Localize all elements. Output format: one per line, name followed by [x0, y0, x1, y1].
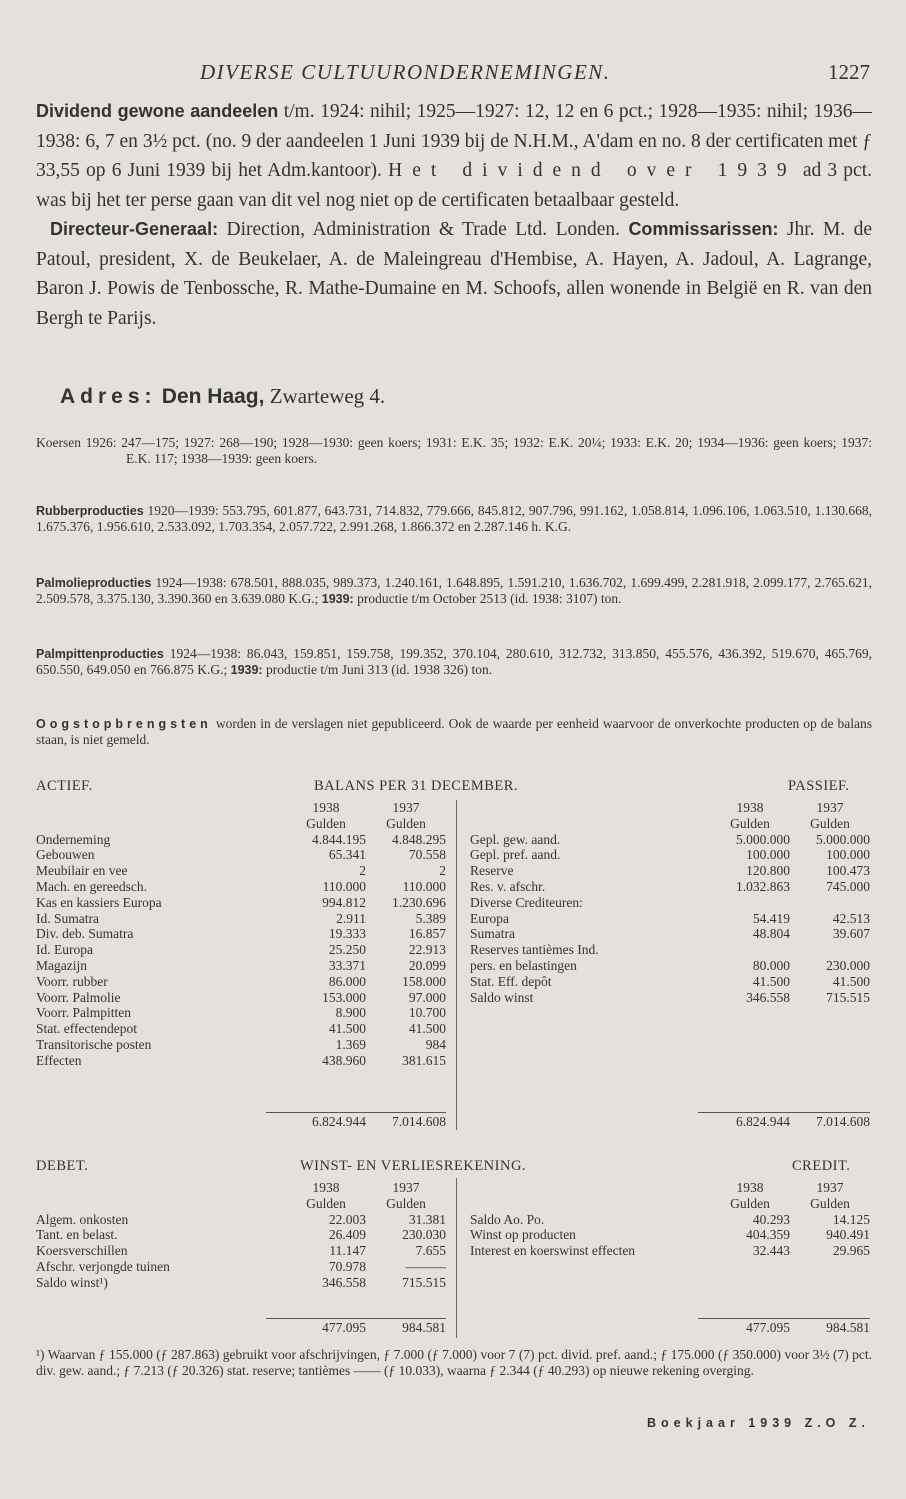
actief-total-rule — [266, 1112, 446, 1113]
debet-label: Saldo winst¹) — [36, 1274, 108, 1290]
address-city: Den Haag, — [161, 385, 265, 408]
actief-row — [36, 974, 446, 990]
credit-value-1938: 40.293 — [752, 1211, 790, 1227]
passief-unit-1937: Gulden — [810, 815, 850, 831]
passief-label: Saldo winst — [470, 989, 534, 1005]
passief-row — [470, 895, 870, 911]
actief-label: Mach. en gereedsch. — [36, 878, 147, 894]
running-title: DIVERSE CULTUURONDERNEMINGEN. — [200, 60, 611, 84]
actief-value-1938: 86.000 — [328, 973, 366, 989]
palmolie-text: 1924—1938: 678.501, 888.035, 989.373, 1.240.161, 1.648.895, 1.591.210, 1.636.702, 1.699.499, 2.281.918, 2.099.177, 2.765.621, 2.509.578, 3.375.130, 3.390.360 en 3.639.080 K.G.; — [36, 575, 872, 606]
passief-row — [470, 847, 870, 863]
passief-row — [470, 863, 870, 879]
actief-total — [36, 1114, 446, 1130]
rubber-text: 1920—1939: 553.795, 601.877, 643.731, 714.832, 779.666, 845.812, 907.796, 991.162, 1.058.814, 1.096.106, 1.063.510, 1.130.668, 1.675.376, 1.956.610, 2.533.092, 1.703.354, 2.057.722, 2.991.268, 1.866.372 en 2.287.146 h. K.G. — [36, 503, 872, 534]
credit-total-1938: 477.095 — [746, 1320, 790, 1335]
debet-value-1937: 7.655 — [415, 1243, 446, 1259]
oogst-label: Oogstopbrengsten — [36, 717, 212, 731]
passief-label: Gepl. pref. aand. — [470, 847, 561, 863]
passief-value-1938: 48.804 — [752, 926, 790, 942]
passief-value-1937: 41.500 — [832, 973, 870, 989]
dividend-spaced-text: Het dividend over 1939 — [388, 160, 797, 181]
passief-year-1937: 1937 — [816, 800, 844, 815]
management-paragraph — [36, 215, 872, 333]
passief-row — [470, 942, 870, 958]
actief-row — [36, 911, 446, 927]
dividend-text-2: ad 3 pct. was bij het ter perse gaan van dit vel nog niet op de certificaten betaalbaar gesteld. — [36, 160, 873, 211]
actief-value-1938: 4.844.195 — [312, 831, 366, 847]
credit-year-1938: 1938 — [736, 1180, 764, 1195]
actief-row — [36, 879, 446, 895]
actief-row — [36, 895, 446, 911]
actief-value-1938: 153.000 — [322, 989, 366, 1005]
passief-value-1937: 230.000 — [826, 957, 870, 973]
debet-total-1938: 477.095 — [322, 1320, 366, 1335]
actief-value-1938: 65.341 — [328, 847, 366, 863]
actief-unit-1938: Gulden — [306, 815, 346, 831]
actief-value-1937: 110.000 — [402, 878, 446, 894]
actief-label: Meubilair en vee — [36, 863, 128, 879]
palmpitten-paragraph — [36, 646, 872, 678]
closing-line: Boekjaar 1939 Z.O Z. — [647, 1416, 870, 1430]
passief-unit-1938: Gulden — [730, 815, 770, 831]
actief-label: Kas en kassiers Europa — [36, 894, 162, 910]
actief-total-1938: 6.824.944 — [312, 1114, 366, 1129]
actief-value-1938: 2 — [359, 863, 366, 879]
passief-value-1938: 346.558 — [746, 989, 790, 1005]
oogst-paragraph — [36, 716, 872, 748]
profit-loss-title: WINST- EN VERLIESREKENING. — [300, 1158, 527, 1174]
passief-value-1937: 42.513 — [832, 910, 870, 926]
credit-total-rule — [698, 1318, 870, 1319]
passief-label: Reserves tantièmes Ind. — [470, 942, 599, 958]
actief-label: Onderneming — [36, 831, 111, 847]
passief-label: Stat. Eff. depôt — [470, 973, 552, 989]
commissarissen-text: Jhr. M. de Patoul, president, X. de Beukelaer, A. de Maleingreau d'Hembise, A. Hayen, A. Jadoul, A. Lagrange, Baron J. Powis de Tenbossche, R. Mathe-Dumaine en M. Schoofs, allen wonende in België en R. van den Bergh te Parijs. — [36, 219, 872, 329]
actief-value-1937: 381.615 — [402, 1052, 446, 1068]
address-street: Zwarteweg 4. — [264, 384, 386, 408]
passief-row — [470, 832, 870, 848]
credit-row — [470, 1227, 870, 1243]
actief-value-1938: 19.333 — [328, 926, 366, 942]
actief-label: Voorr. Palmpitten — [36, 1005, 132, 1021]
debet-value-1937: ——— — [405, 1258, 446, 1274]
passief-value-1937: 100.000 — [826, 847, 870, 863]
passief-heading: PASSIEF. — [788, 778, 850, 794]
debet-value-1938: 346.558 — [322, 1274, 366, 1290]
palmolie-paragraph — [36, 575, 872, 607]
actief-label: Transitorische posten — [36, 1036, 152, 1052]
passief-value-1937: 100.473 — [826, 863, 870, 879]
actief-row — [36, 847, 446, 863]
debet-label: Koersverschillen — [36, 1243, 128, 1259]
actief-value-1937: 70.558 — [408, 847, 446, 863]
debet-value-1938: 26.409 — [328, 1227, 366, 1243]
actief-row — [36, 990, 446, 1006]
debet-label: Algem. onkosten — [36, 1211, 129, 1227]
actief-label: Magazijn — [36, 957, 87, 973]
koersen-label: Koersen — [36, 435, 81, 450]
actief-label: Effecten — [36, 1052, 82, 1068]
passief-row — [470, 974, 870, 990]
passief-row — [470, 990, 870, 1006]
passief-label: Reserve — [470, 863, 514, 879]
debet-label: Afschr. verjongde tuinen — [36, 1258, 170, 1274]
actief-value-1938: 994.812 — [322, 894, 366, 910]
passief-row — [470, 958, 870, 974]
actief-value-1937: 2 — [439, 863, 446, 879]
palmpitten-1939-label: 1939: — [230, 663, 263, 677]
passief-unit-row — [470, 816, 870, 832]
passief-year-row — [470, 800, 870, 816]
address-label: Adres: — [60, 385, 157, 408]
passief-value-1938: 100.000 — [746, 847, 790, 863]
palmolie-text-2: productie t/m October 2513 (id. 1938: 3107) ton. — [353, 591, 622, 606]
debet-value-1938: 22.003 — [328, 1211, 366, 1227]
credit-label: Winst op producten — [470, 1227, 576, 1243]
debet-value-1937: 715.515 — [402, 1274, 446, 1290]
actief-value-1938: 1.369 — [335, 1036, 366, 1052]
directeur-label: Directeur-Generaal: — [50, 219, 219, 239]
passief-value-1937: 715.515 — [826, 989, 870, 1005]
actief-value-1937: 41.500 — [408, 1021, 446, 1037]
actief-label: Voorr. rubber — [36, 973, 108, 989]
credit-value-1938: 404.359 — [746, 1227, 790, 1243]
passief-total-rule — [698, 1112, 870, 1113]
actief-label: Id. Sumatra — [36, 910, 99, 926]
credit-value-1937: 14.125 — [832, 1211, 870, 1227]
actief-table — [36, 800, 446, 1069]
passief-value-1938: 5.000.000 — [736, 831, 790, 847]
debet-total-rule — [266, 1318, 446, 1319]
credit-unit-1938: Gulden — [730, 1195, 770, 1211]
actief-row — [36, 926, 446, 942]
actief-total-1937: 7.014.608 — [392, 1114, 446, 1129]
actief-heading: ACTIEF. — [36, 778, 93, 794]
palmpitten-text: 1924—1938: 86.043, 159.851, 159.758, 199.352, 370.104, 280.610, 312.732, 313.850, 455.576, 436.392, 519.670, 465.769, 650.550, 649.050 en 766.875 K.G.; — [36, 646, 872, 677]
actief-label: Voorr. Palmolie — [36, 989, 121, 1005]
debet-row — [36, 1212, 446, 1228]
passief-value-1938: 41.500 — [752, 973, 790, 989]
palmpitten-text-2: productie t/m Juni 313 (id. 1938 326) ton. — [262, 662, 493, 677]
actief-value-1937: 158.000 — [402, 973, 446, 989]
dividend-text: t/m. 1924: nihil; 1925—1927: 12, 12 en 6 pct.; 1928—1935: nihil; 1936—1938: 6, 7 en 3½ pct. (no. 9 der aandeelen 1 Juni 1939 bij de N.H.M., A'dam en no. 8 der certificaten met ƒ 33,55 op 6 Juni 1939 bij het Adm.kantoor). — [36, 101, 872, 181]
actief-row — [36, 958, 446, 974]
credit-label: Interest en koerswinst effecten — [470, 1243, 636, 1259]
debet-table — [36, 1180, 446, 1291]
debet-unit-1937: Gulden — [386, 1195, 426, 1211]
passief-value-1938: 80.000 — [752, 957, 790, 973]
actief-label: Stat. effectendepot — [36, 1021, 137, 1037]
page-number: 1227 — [828, 60, 870, 84]
credit-value-1937: 940.491 — [826, 1227, 870, 1243]
address-line — [60, 384, 385, 409]
profit-loss-divider — [456, 1178, 457, 1338]
palmolie-1939-label: 1939: — [321, 592, 354, 606]
balance-title: BALANS PER 31 DECEMBER. — [314, 778, 519, 794]
debet-value-1937: 31.381 — [408, 1211, 446, 1227]
actief-value-1937: 984 — [425, 1036, 446, 1052]
passief-value-1937: 745.000 — [826, 878, 870, 894]
koersen-text: 1926: 247—175; 1927: 268—190; 1928—1930: geen koers; 1931: E.K. 35; 1932: E.K. 20¼; 1933: E.K. 20; 1934—1936: geen koers; 1937: E.K. 117; 1938—1939: geen koers. — [80, 435, 872, 466]
actief-row — [36, 832, 446, 848]
actief-value-1938: 110.000 — [322, 878, 366, 894]
passief-row — [470, 911, 870, 927]
debet-value-1938: 11.147 — [329, 1243, 366, 1259]
directeur-text: Direction, Administration & Trade Ltd. Londen. — [218, 219, 629, 240]
actief-value-1938: 33.371 — [328, 957, 366, 973]
actief-value-1937: 20.099 — [408, 957, 446, 973]
passief-label: Res. v. afschr. — [470, 878, 546, 894]
palmpitten-label: Palmpittenproducties — [36, 647, 164, 661]
credit-unit-row — [470, 1196, 870, 1212]
commissarissen-label: Commissarissen: — [628, 219, 779, 239]
debet-label: Tant. en belast. — [36, 1227, 118, 1243]
actief-value-1938: 41.500 — [328, 1021, 366, 1037]
debet-year-row — [36, 1180, 446, 1196]
actief-value-1937: 4.848.295 — [392, 831, 446, 847]
actief-row — [36, 863, 446, 879]
koersen-paragraph — [36, 435, 872, 467]
passief-label: Sumatra — [470, 926, 515, 942]
actief-year-1937: 1937 — [392, 800, 420, 815]
actief-value-1938: 2.911 — [336, 910, 366, 926]
dividend-paragraph — [36, 97, 872, 333]
credit-row — [470, 1243, 870, 1259]
credit-table — [470, 1180, 870, 1259]
actief-label: Div. deb. Sumatra — [36, 926, 134, 942]
running-head — [0, 60, 906, 90]
debet-total — [36, 1320, 446, 1336]
actief-label: Id. Europa — [36, 942, 93, 958]
actief-row — [36, 1021, 446, 1037]
credit-unit-1937: Gulden — [810, 1195, 850, 1211]
passief-table — [470, 800, 870, 1005]
passief-value-1938: 1.032.863 — [736, 878, 790, 894]
actief-row — [36, 942, 446, 958]
actief-value-1938: 438.960 — [322, 1052, 366, 1068]
debet-total-1937: 984.581 — [402, 1320, 446, 1335]
credit-total-1937: 984.581 — [826, 1320, 870, 1335]
credit-label: Saldo Ao. Po. — [470, 1211, 545, 1227]
passief-value-1938: 54.419 — [752, 910, 790, 926]
oogst-text: worden in de verslagen niet gepubliceerd. Ook de waarde per eenheid waarvoor de onverkochte producten op de balans staan, is niet gemeld. — [36, 716, 872, 747]
actief-value-1937: 10.700 — [408, 1005, 446, 1021]
passief-label: Diverse Crediteuren: — [470, 894, 583, 910]
actief-value-1937: 97.000 — [408, 989, 446, 1005]
actief-value-1938: 8.900 — [335, 1005, 366, 1021]
debet-row — [36, 1275, 446, 1291]
actief-value-1937: 5.389 — [415, 910, 446, 926]
actief-value-1937: 22.913 — [408, 942, 446, 958]
debet-value-1938: 70.978 — [328, 1258, 366, 1274]
palmolie-label: Palmolieproducties — [36, 576, 152, 590]
actief-unit-1937: Gulden — [386, 815, 426, 831]
credit-value-1938: 32.443 — [752, 1243, 790, 1259]
passief-value-1937: 39.607 — [832, 926, 870, 942]
passief-label: Gepl. gew. aand. — [470, 831, 561, 847]
passief-value-1937: 5.000.000 — [816, 831, 870, 847]
debet-year-1938: 1938 — [312, 1180, 340, 1195]
credit-value-1937: 29.965 — [832, 1243, 870, 1259]
rubber-label: Rubberproducties — [36, 504, 144, 518]
dividend-label: Dividend gewone aandeelen — [36, 101, 279, 121]
actief-value-1938: 25.250 — [328, 942, 366, 958]
credit-heading: CREDIT. — [792, 1158, 851, 1174]
actief-year-1938: 1938 — [312, 800, 340, 815]
credit-total — [470, 1320, 870, 1336]
actief-row — [36, 1053, 446, 1069]
balance-divider — [456, 800, 457, 1130]
passief-label: pers. en belastingen — [470, 957, 577, 973]
passief-label: Europa — [470, 910, 509, 926]
passief-row — [470, 926, 870, 942]
debet-value-1937: 230.030 — [402, 1227, 446, 1243]
actief-label: Gebouwen — [36, 847, 95, 863]
actief-unit-row — [36, 816, 446, 832]
credit-year-row — [470, 1180, 870, 1196]
passief-year-1938: 1938 — [736, 800, 764, 815]
actief-row — [36, 1005, 446, 1021]
debet-heading: DEBET. — [36, 1158, 89, 1174]
footnote: ¹) Waarvan ƒ 155.000 (ƒ 287.863) gebruikt voor afschrijvingen, ƒ 7.000 (ƒ 7.000) voor 7 (7) pct. divid. pref. aand.; ƒ 175.000 (ƒ 350.000) voor 3½ (7) pct. div. gew. aand.; ƒ 7.213 (ƒ 20.326) stat. reserve; tantièmes —— (ƒ 10.033), waarna ƒ 2.344 (ƒ 40.293) op nieuwe rekening overging. — [36, 1347, 872, 1378]
actief-value-1937: 16.857 — [408, 926, 446, 942]
actief-value-1937: 1.230.696 — [392, 894, 446, 910]
debet-year-1937: 1937 — [392, 1180, 420, 1195]
debet-unit-row — [36, 1196, 446, 1212]
actief-year-row — [36, 800, 446, 816]
passief-total-1938: 6.824.944 — [736, 1114, 790, 1129]
passief-total — [470, 1114, 870, 1130]
debet-row — [36, 1259, 446, 1275]
passief-total-1937: 7.014.608 — [816, 1114, 870, 1129]
rubber-paragraph — [36, 503, 872, 535]
actief-row — [36, 1037, 446, 1053]
credit-year-1937: 1937 — [816, 1180, 844, 1195]
passief-value-1938: 120.800 — [746, 863, 790, 879]
debet-unit-1938: Gulden — [306, 1195, 346, 1211]
credit-row — [470, 1212, 870, 1228]
passief-row — [470, 879, 870, 895]
debet-row — [36, 1243, 446, 1259]
debet-row — [36, 1227, 446, 1243]
